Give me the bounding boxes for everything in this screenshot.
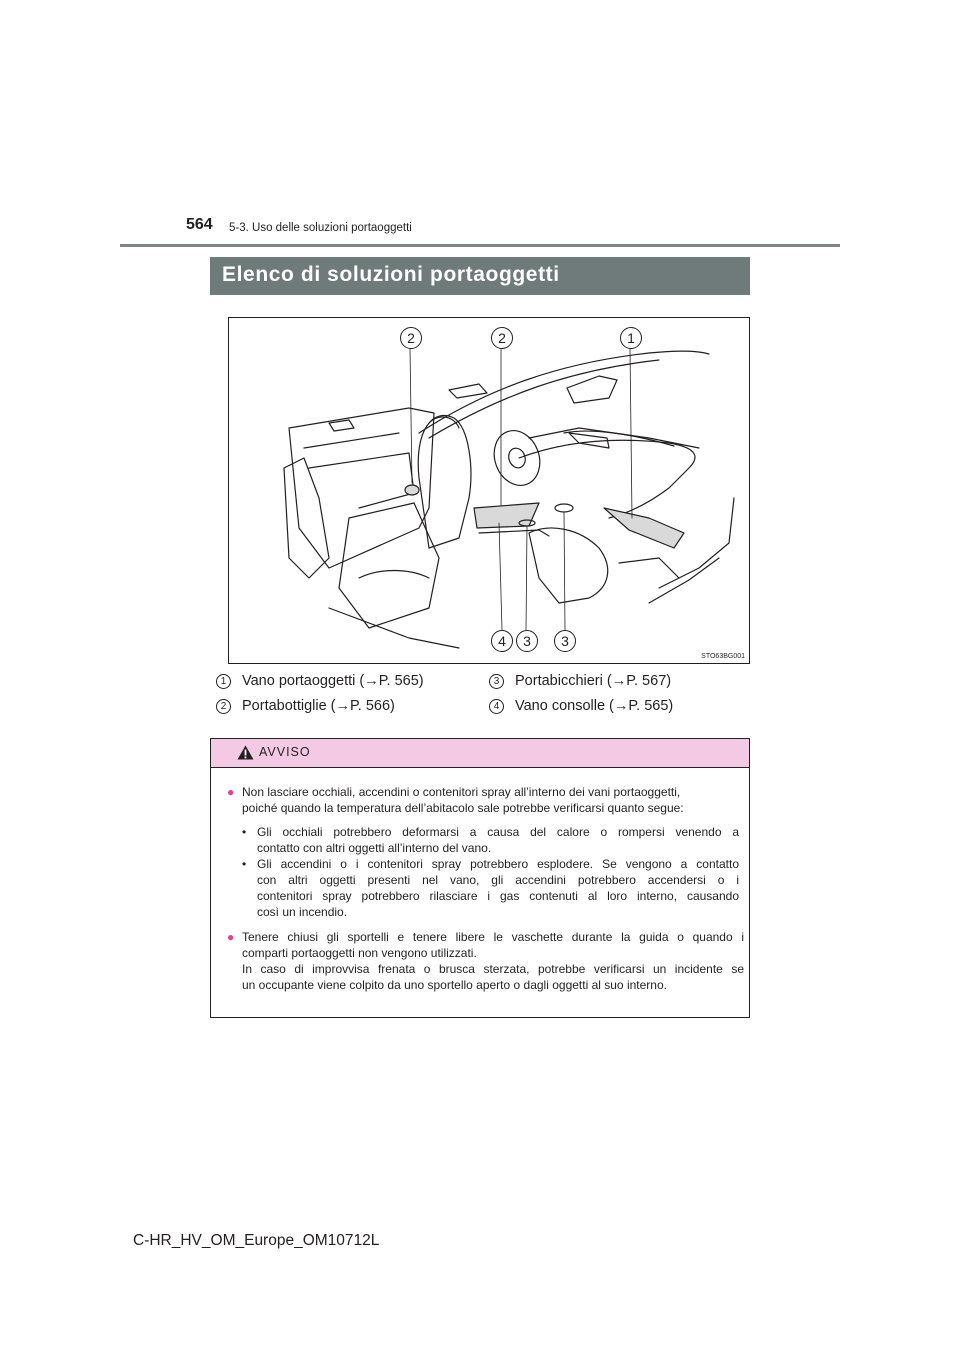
legend-text: Portabicchieri (→P. 567): [515, 673, 672, 689]
car-interior-figure: [228, 317, 750, 664]
warning-bullet-2-line-2: comparti portaoggetti non vengono utilizzati.: [242, 946, 477, 960]
warning-heading: AVVISO: [259, 745, 311, 759]
warning-sub-1-line-1: Gli occhiali potrebbero deformarsi a causa del calore o rompersi venendo a: [257, 825, 739, 839]
callout-2-bottle-holder-console: 2: [491, 327, 513, 349]
warning-sub-2-line-2: con altri oggetti presenti nel vano, gli accendini potrebbero accendersi o i: [257, 873, 739, 887]
legend-text: Vano portaoggetti (→P. 565): [242, 673, 424, 689]
warning-sub-2-line-3: contenitori spray potrebbero rilasciare i gas contenuti al loro interno, causando: [257, 889, 739, 903]
warning-box: [210, 738, 750, 1018]
warning-header: [211, 739, 749, 768]
header-rule: [120, 244, 840, 247]
warning-bullet-2-line-4: un occupante viene colpito da uno sportello aperto o dagli oggetti al suo interno.: [242, 978, 667, 992]
warning-bullet-1-line-1: Non lasciare occhiali, accendini o contenitori spray all’interno dei vani portaoggetti,: [242, 785, 681, 799]
warning-bullet-2-line-3: In caso di improvvisa frenata o brusca sterzata, potrebbe verificarsi un incidente se: [242, 962, 744, 976]
warning-bullet-2-line-1: Tenere chiusi gli sportelli e tenere libere le vaschette durante la guida o quando i: [242, 930, 744, 944]
sub-bullet-icon: •: [242, 857, 247, 871]
document-footer: C-HR_HV_OM_Europe_OM10712L: [133, 1232, 380, 1249]
legend-text: Vano consolle (→P. 565): [515, 698, 674, 714]
callout-1-glove-box: 1: [620, 327, 642, 349]
figure-code: STO63BG001: [701, 653, 745, 660]
callout-3-cup-holder: 3: [516, 630, 538, 652]
warning-triangle-icon: [237, 745, 254, 760]
title-bar: [210, 257, 750, 295]
legend-item-bottle-holder: [216, 698, 395, 714]
warning-sub-1-line-2: contatto con altri oggetti all’interno del vano.: [257, 841, 492, 855]
bullet-icon: ●: [227, 930, 235, 944]
sub-bullet-icon: •: [242, 825, 247, 839]
bullet-icon: ●: [227, 785, 235, 799]
legend-number: 1: [216, 674, 231, 689]
warning-bullet-1-line-2: poiché quando la temperatura dell’abitacolo sale potrebbe verificarsi quanto segue:: [242, 801, 684, 815]
section-reference: 5-3. Uso delle soluzioni portaoggetti: [229, 222, 412, 234]
callout-2-bottle-holder-door: 2: [400, 327, 422, 349]
legend-number: 3: [489, 674, 504, 689]
car-interior-illustration: [229, 318, 749, 663]
legend-item-console-box: [489, 698, 673, 714]
warning-sub-2-line-1: Gli accendini o i contenitori spray potrebbero esplodere. Se vengono a contatto: [257, 857, 739, 871]
callout-3-cup-holder-2: 3: [554, 630, 576, 652]
legend-number: 4: [489, 699, 504, 714]
callout-4-console-box: 4: [491, 630, 513, 652]
legend-item-cup-holder: [489, 673, 671, 689]
legend-text: Portabottiglie (→P. 566): [242, 698, 395, 714]
page-title: Elenco di soluzioni portaoggetti: [222, 263, 560, 286]
warning-sub-2-line-4: così un incendio.: [257, 905, 348, 919]
legend-number: 2: [216, 699, 231, 714]
page-number: 564: [186, 216, 213, 233]
legend-item-glove-box: [216, 673, 424, 689]
